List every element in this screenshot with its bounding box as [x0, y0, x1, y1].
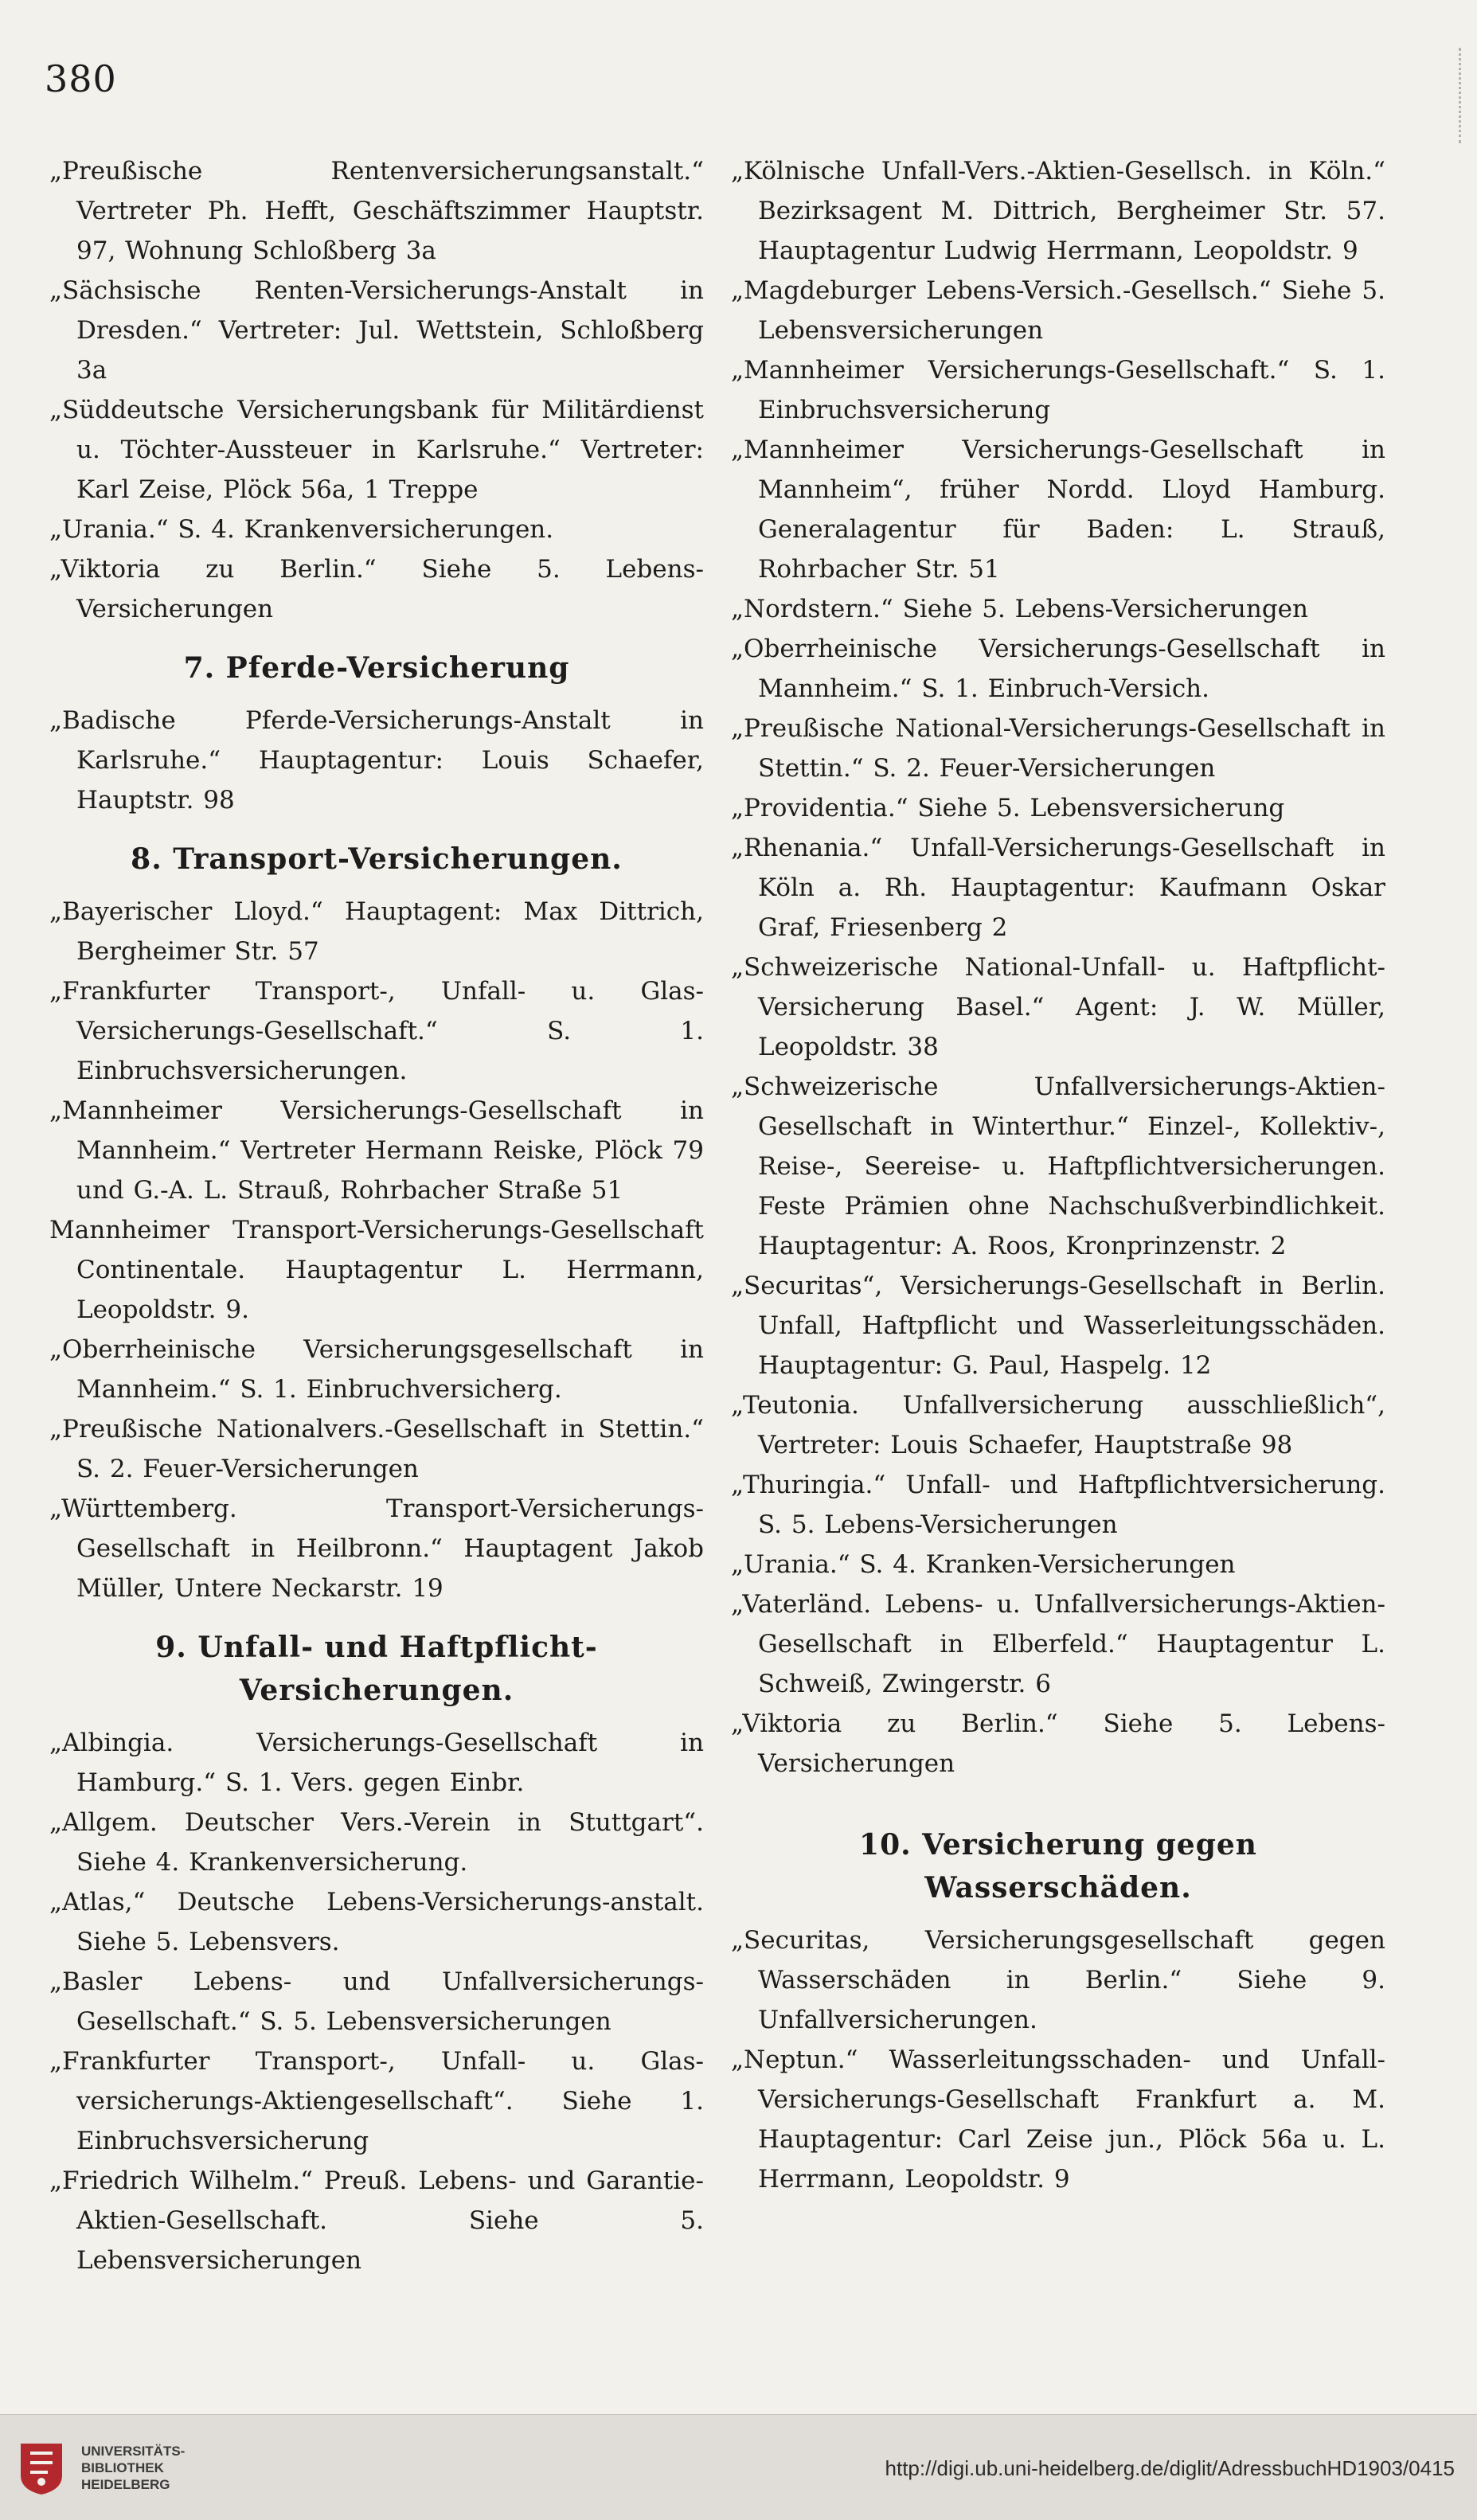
library-name-line: BIBLIOTHEK	[81, 2460, 164, 2475]
directory-entry: „Schweizerische Unfallversicherungs-Aktien-Gesellschaft in Winterthur.“ Einzel-, Kollektiv-, Reise-, Seereise- u. Haftpflichtversicherungen. Feste Prämien ohne Nachschußverbindlichkeit. Hauptagentur: A. Roos, Kronprinzenstr. 2	[731, 1072, 1385, 1260]
section-heading: 7. Pferde-Versicherung	[183, 651, 570, 685]
directory-entry: „Securitas“, Versicherungs-Gesellschaft in Berlin. Unfall, Haftpflicht und Wasserleitungsschäden. Hauptagentur: G. Paul, Haspelg. 12	[731, 1272, 1385, 1380]
directory-entry: „Schweizerische National-Unfall- u. Haftpflicht-Versicherung Basel.“ Agent: J. W. Müller, Leopoldstr. 38	[731, 953, 1385, 1061]
library-name-line: HEIDELBERG	[81, 2477, 170, 2492]
directory-entry: „Oberrheinische Versicherungsgesellschaft in Mannheim.“ S. 1. Einbruchversicherg.	[49, 1335, 704, 1404]
directory-entry: „Allgem. Deutscher Vers.-Verein in Stuttgart“. Siehe 4. Krankenversicherung.	[49, 1808, 704, 1877]
directory-entry: „Friedrich Wilhelm.“ Preuß. Lebens- und Garantie-Aktien-Gesellschaft. Siehe 5. Lebensversicherungen	[49, 2166, 704, 2275]
directory-entry: „Atlas,“ Deutsche Lebens-Versicherungs-anstalt. Siehe 5. Lebensvers.	[49, 1888, 704, 1956]
directory-entry: „Preußische Nationalvers.-Gesellschaft in Stettin.“ S. 2. Feuer-Versicherungen	[49, 1415, 704, 1483]
directory-entry: „Viktoria zu Berlin.“ Siehe 5. Lebens-Versicherungen	[49, 555, 704, 623]
left-column	[49, 151, 704, 2280]
directory-entry: „Nordstern.“ Siehe 5. Lebens-Versicherungen	[731, 595, 1308, 623]
library-name	[81, 2443, 185, 2493]
directory-entry: „Oberrheinische Versicherungs-Gesellschaft in Mannheim.“ S. 1. Einbruch-Versich.	[731, 635, 1385, 703]
directory-entry: „Magdeburger Lebens-Versich.-Gesellsch.“ Siehe 5. Lebensversicherungen	[731, 276, 1385, 345]
directory-entry: „Württemberg. Transport-Versicherungs-Gesellschaft in Heilbronn.“ Hauptagent Jakob Müller, Untere Neckarstr. 19	[49, 1494, 704, 1603]
directory-entry: „Kölnische Unfall-Vers.-Aktien-Gesellsch. in Köln.“ Bezirksagent M. Dittrich, Bergheimer Str. 57. Hauptagentur Ludwig Herrmann, Leopoldstr. 9	[731, 157, 1385, 265]
directory-entry: „Albingia. Versicherungs-Gesellschaft in Hamburg.“ S. 1. Vers. gegen Einbr.	[49, 1729, 704, 1797]
directory-entry: „Sächsische Renten-Versicherungs-Anstalt in Dresden.“ Vertreter: Jul. Wettstein, Schloßberg 3a	[49, 276, 704, 385]
directory-entry: „Providentia.“ Siehe 5. Lebensversicherung	[731, 794, 1285, 822]
section-heading: 8. Transport-Versicherungen.	[131, 842, 623, 876]
section-heading: 9. Unfall- und Haftpflicht-Versicherungen.	[155, 1631, 598, 1707]
directory-entry: „Rhenania.“ Unfall-Versicherungs-Gesellschaft in Köln a. Rh. Hauptagentur: Kaufmann Oskar Graf, Friesenberg 2	[731, 834, 1385, 942]
library-footer	[0, 2414, 1477, 2520]
page-number: 380	[45, 57, 117, 100]
directory-entry: „Badische Pferde-Versicherungs-Anstalt in Karlsruhe.“ Hauptagentur: Louis Schaefer, Hauptstr. 98	[49, 706, 704, 815]
directory-entry: „Mannheimer Versicherungs-Gesellschaft.“ S. 1. Einbruchsversicherung	[731, 356, 1385, 424]
directory-entry: „Süddeutsche Versicherungsbank für Militärdienst u. Töchter-Aussteuer in Karlsruhe.“ Vertreter: Karl Zeise, Plöck 56a, 1 Treppe	[49, 396, 704, 504]
directory-entry: „Teutonia. Unfallversicherung ausschließlich“, Vertreter: Louis Schaefer, Hauptstraße 98	[731, 1391, 1385, 1459]
directory-entry: „Mannheimer Versicherungs-Gesellschaft in Mannheim.“ Vertreter Hermann Reiske, Plöck 79 und G.-A. L. Strauß, Rohrbacher Straße 51	[49, 1096, 704, 1205]
directory-entry: „Bayerischer Lloyd.“ Hauptagent: Max Dittrich, Bergheimer Str. 57	[49, 897, 704, 966]
scan-edge-noise	[1432, 48, 1461, 143]
university-seal-icon	[16, 2439, 67, 2498]
directory-entry: „Thuringia.“ Unfall- und Haftpflichtversicherung. S. 5. Lebens-Versicherungen	[731, 1471, 1385, 1539]
directory-entry: Mannheimer Transport-Versicherungs-Gesellschaft Continentale. Hauptagentur L. Herrmann, Leopoldstr. 9.	[49, 1216, 704, 1324]
library-name-line: UNIVERSITÄTS-	[81, 2444, 186, 2459]
source-url-link[interactable]: http://digi.ub.uni-heidelberg.de/diglit/AdressbuchHD1903/0415	[885, 2456, 1455, 2480]
directory-entry: „Frankfurter Transport-, Unfall- u. Glas-versicherungs-Aktiengesellschaft“. Siehe 1. Einbruchsversicherung	[49, 2047, 704, 2155]
directory-entry: „Urania.“ S. 4. Krankenversicherungen.	[49, 515, 554, 544]
directory-entry: „Vaterländ. Lebens- u. Unfallversicherungs-Aktien-Gesellschaft in Elberfeld.“ Hauptagentur L. Schweiß, Zwingerstr. 6	[731, 1590, 1385, 1698]
directory-entry: „Mannheimer Versicherungs-Gesellschaft in Mannheim“, früher Nordd. Lloyd Hamburg. Generalagentur für Baden: L. Strauß, Rohrbacher Str. 51	[731, 436, 1385, 584]
directory-entry: „Neptun.“ Wasserleitungsschaden- und Unfall-Versicherungs-Gesellschaft Frankfurt a. M. Hauptagentur: Carl Zeise jun., Plöck 56a u. L. Herrmann, Leopoldstr. 9	[731, 2045, 1385, 2194]
directory-entry: „Basler Lebens- und Unfallversicherungs-Gesellschaft.“ S. 5. Lebensversicherungen	[49, 1967, 704, 2036]
directory-entry: „Viktoria zu Berlin.“ Siehe 5. Lebens-Versicherungen	[731, 1709, 1385, 1778]
section-heading: 10. Versicherung gegen Wasserschäden.	[859, 1828, 1257, 1905]
directory-entry: „Preußische Rentenversicherungsanstalt.“ Vertreter Ph. Hefft, Geschäftszimmer Hauptstr. 97, Wohnung Schloßberg 3a	[49, 157, 704, 265]
directory-entry: „Securitas, Versicherungsgesellschaft gegen Wasserschäden in Berlin.“ Siehe 9. Unfallversicherungen.	[731, 1926, 1385, 2034]
directory-entry: „Preußische National-Versicherungs-Gesellschaft in Stettin.“ S. 2. Feuer-Versicherungen	[731, 714, 1385, 783]
directory-entry: „Frankfurter Transport-, Unfall- u. Glas-Versicherungs-Gesellschaft.“ S. 1. Einbruchsversicherungen.	[49, 977, 704, 1085]
directory-entry: „Urania.“ S. 4. Kranken-Versicherungen	[731, 1550, 1236, 1579]
right-column	[731, 151, 1385, 2199]
